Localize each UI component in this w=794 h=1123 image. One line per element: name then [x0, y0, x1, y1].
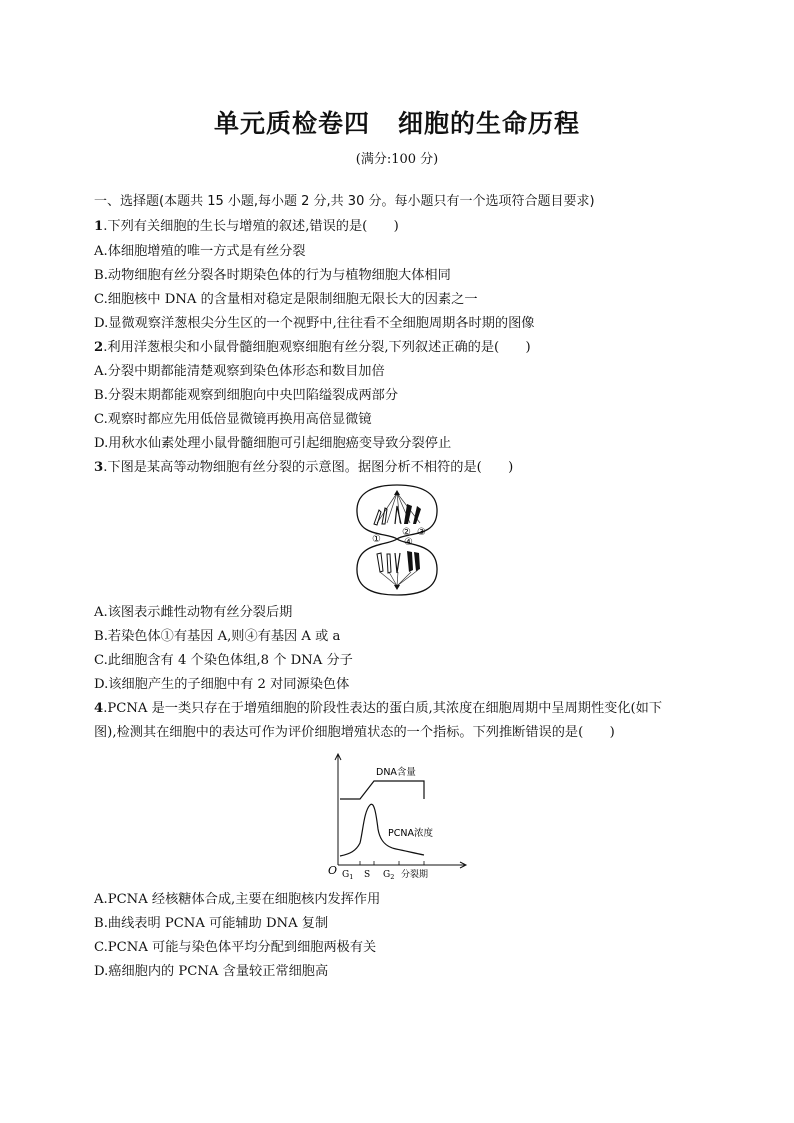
- q3-option-a: A.该图表示雌性动物有丝分裂后期: [94, 605, 293, 620]
- mitosis-cell-diagram: [352, 482, 442, 598]
- x-tick-g1: $G_1$: [342, 870, 354, 881]
- q2-option-d: D.用秋水仙素处理小鼠骨髓细胞可引起细胞癌变导致分裂停止: [94, 436, 452, 451]
- q1-option-c: C.细胞核中 DNA 的含量相对稳定是限制细胞无限长大的因素之一: [94, 292, 478, 307]
- q4-number: 4: [94, 701, 104, 716]
- label-3: ③: [417, 527, 426, 538]
- x-tick-g2: $G_2$: [383, 870, 395, 881]
- q2-stem: [94, 340, 531, 356]
- q3-option-d: D.该细胞产生的子细胞中有 2 对同源染色体: [94, 677, 350, 692]
- q3-number: 3: [94, 460, 104, 475]
- q2-option-b: B.分裂末期都能观察到细胞向中央凹陷缢裂成两部分: [94, 388, 399, 403]
- q1-number: 1: [94, 219, 104, 234]
- q1-option-b: B.动物细胞有丝分裂各时期染色体的行为与植物细胞大体相同: [94, 268, 451, 283]
- q1-stem: [94, 219, 399, 235]
- q3-option-b: B.若染色体①有基因 A,则④有基因 A 或 a: [94, 629, 341, 644]
- cell-membrane: [357, 485, 437, 595]
- q4-option-d: D.癌细胞内的 PCNA 含量较正常细胞高: [94, 964, 329, 979]
- section-heading: 一、选择题(本题共 15 小题,每小题 2 分,共 30 分。每小题只有一个选项符合题目要求): [94, 194, 595, 209]
- q2-option-c: C.观察时都应先用低倍显微镜再换用高倍显微镜: [94, 412, 372, 427]
- q1-option-a: A.体细胞增殖的唯一方式是有丝分裂: [94, 244, 306, 259]
- upper-chromosomes: [374, 504, 421, 525]
- q2-stem-text: .利用洋葱根尖和小鼠骨髓细胞观察细胞有丝分裂,下列叙述正确的是( ): [103, 340, 531, 355]
- dna-curve-label: DNA含量: [376, 767, 416, 778]
- q4-option-a: A.PCNA 经核糖体合成,主要在细胞核内发挥作用: [94, 892, 381, 907]
- q1-option-d: D.显微观察洋葱根尖分生区的一个视野中,往往看不全细胞周期各时期的图像: [94, 316, 535, 331]
- dna-content-curve: [340, 781, 424, 799]
- q2-number: 2: [94, 340, 104, 355]
- label-1: ①: [372, 534, 381, 545]
- q3-option-c: C.此细胞含有 4 个染色体组,8 个 DNA 分子: [94, 653, 353, 668]
- title-part-2: 细胞的生命历程: [398, 109, 581, 138]
- q4-stem-text-1: .PCNA 是一类只存在于增殖细胞的阶段性表达的蛋白质,其浓度在细胞周期中呈周期性变化(如下: [103, 701, 663, 716]
- q4-stem-line-2: 图),检测其在细胞中的表达可作为评价细胞增殖状态的一个指标。下列推断错误的是( ): [94, 725, 615, 740]
- q4-stem-line-1: [94, 701, 662, 717]
- upper-centrosome: [394, 490, 400, 495]
- q3-stem-text: .下图是某高等动物细胞有丝分裂的示意图。据图分析不相符的是( ): [103, 460, 514, 475]
- label-2: ②: [402, 527, 411, 538]
- label-4: ④: [404, 537, 413, 548]
- q3-stem: [94, 460, 513, 476]
- x-tick-s: S: [364, 870, 371, 880]
- origin-label: O: [328, 864, 338, 877]
- q4-option-b: B.曲线表明 PCNA 可能辅助 DNA 复制: [94, 916, 329, 931]
- pcna-chart: [328, 753, 470, 881]
- page-title: [0, 104, 794, 140]
- pcna-curve-label: PCNA浓度: [388, 828, 433, 839]
- x-tick-marks: [360, 861, 424, 865]
- q4-option-c: C.PCNA 可能与染色体平均分配到细胞两极有关: [94, 940, 377, 955]
- q2-option-a: A.分裂中期都能清楚观察到染色体形态和数目加倍: [94, 364, 385, 379]
- x-tick-division: 分裂期: [401, 870, 429, 880]
- q1-stem-text: .下列有关细胞的生长与增殖的叙述,错误的是( ): [103, 219, 399, 234]
- lower-chromosomes: [377, 551, 420, 573]
- title-part-1: 单元质检卷四: [213, 109, 370, 138]
- lower-centrosome: [394, 585, 400, 590]
- lower-spindle: [380, 570, 418, 586]
- score-note: (满分:100 分): [355, 152, 439, 167]
